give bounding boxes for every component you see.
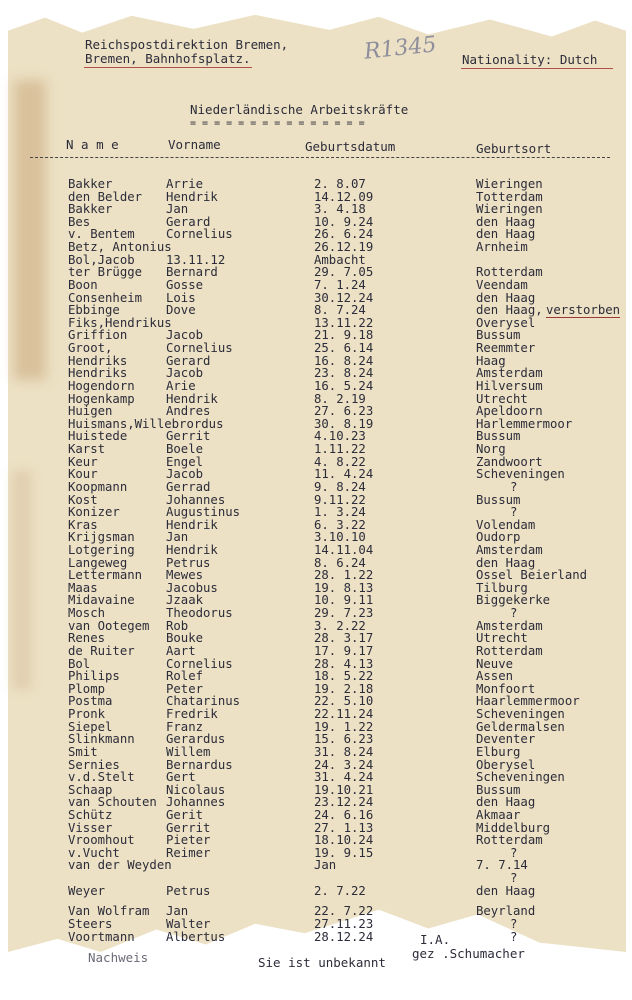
row-geburtsdatum: 30. 8.19 [314, 416, 374, 431]
footer-fragment-center: Sie ist unbekannt [258, 955, 386, 970]
row-geburtsdatum: 27. 6.23 [314, 404, 374, 419]
row-geburtsort: ? [510, 916, 518, 931]
row-geburtsdatum: 22. 7.22 [314, 904, 374, 919]
row-name: Karst [68, 442, 106, 457]
row-name: Schaap [68, 782, 113, 797]
row-geburtsdatum: 26.12.19 [314, 240, 374, 255]
row-geburtsort: Akmaar [476, 808, 521, 822]
row-geburtsdatum: 11. 4.24 [314, 467, 374, 482]
row-name: Lettermann [68, 568, 143, 583]
address-underline [84, 67, 252, 68]
row-vorname: Franz [166, 719, 204, 734]
row-geburtsdatum: 13.11.22 [314, 315, 374, 330]
row-geburtsort: Tilburg [476, 580, 528, 595]
document-title: Niederländische Arbeitskräfte [190, 102, 409, 117]
row-name: Ebbinge [68, 303, 120, 318]
row-geburtsort: Utrecht [476, 391, 528, 406]
row-geburtsort: Veendam [476, 277, 528, 292]
row-geburtsdatum: 22. 5.10 [314, 694, 374, 709]
row-name: Renes [68, 631, 106, 646]
row-vorname: Lois [166, 290, 196, 305]
row-vorname: Hendrik [166, 517, 218, 532]
row-vorname: Bernardus [166, 757, 233, 772]
row-name: Bol [68, 656, 91, 671]
row-vorname: Gosse [166, 277, 204, 292]
row-name: Visser [68, 820, 113, 835]
row-name: Bol,Jacob [68, 252, 135, 267]
row-geburtsort: ? [510, 845, 518, 860]
row-vorname: Jacob [166, 467, 204, 482]
row-vorname: Arrie [166, 177, 204, 191]
row-geburtsdatum: 28.12.24 [314, 929, 374, 944]
row-geburtsort: den Haag, [476, 303, 543, 318]
row-vorname: Hendrik [166, 542, 218, 557]
row-geburtsdatum: 19.10.21 [314, 782, 374, 797]
row-vorname: Arie [166, 378, 196, 393]
row-geburtsdatum: 3.10.10 [314, 530, 366, 545]
row-geburtsort: Oudorp [476, 530, 521, 545]
row-geburtsort: Wieringen [476, 202, 543, 217]
row-geburtsdatum: 8. 2.19 [314, 391, 366, 406]
row-geburtsdatum: 27.11.23 [314, 916, 374, 931]
row-vorname: Bouke [166, 631, 204, 646]
row-geburtsort: ? [510, 479, 518, 494]
footer-ia: I.A. [420, 932, 451, 947]
row-geburtsdatum: 16. 5.24 [314, 378, 374, 393]
row-name: v.Vucht [68, 845, 120, 860]
row-vorname: Hendrik [166, 391, 218, 406]
row-geburtsdatum: 22.11.24 [314, 707, 374, 722]
row-vorname: Gerard [166, 214, 211, 229]
row-name: Griffion [68, 328, 128, 343]
row-geburtsort-note: verstorben [546, 303, 621, 318]
row-geburtsdatum: 25. 6.14 [314, 341, 374, 356]
row-geburtsort: den Haag [476, 555, 536, 570]
row-geburtsort: den Haag [476, 290, 536, 305]
row-name: Postma [68, 694, 113, 709]
row-vorname: Aart [166, 643, 196, 658]
row-geburtsort: Utrecht [476, 631, 528, 646]
row-geburtsort: den Haag [476, 214, 536, 229]
row-vorname: Gert [166, 770, 196, 785]
office-line-2: Bremen, Bahnhofsplatz. [85, 51, 251, 66]
row-geburtsort: ? [510, 871, 518, 886]
row-geburtsort: den Haag [476, 883, 536, 898]
water-stain [14, 80, 46, 380]
row-geburtsdatum: 8. 7.24 [314, 303, 366, 318]
row-geburtsdatum: 4. 8.22 [314, 454, 366, 469]
column-header-name: N a m e [66, 137, 119, 152]
row-name: Langeweg [68, 555, 128, 570]
row-name: Schütz [68, 808, 113, 822]
row-vorname: 13.11.12 [166, 252, 226, 267]
row-geburtsort: Deventer [476, 732, 536, 747]
row-vorname: Gerard [166, 353, 211, 368]
row-geburtsdatum: 16. 8.24 [314, 353, 374, 368]
row-name: Van Wolfram [68, 904, 150, 919]
row-geburtsdatum: 6. 3.22 [314, 517, 366, 532]
row-vorname: Engel [166, 454, 204, 469]
row-geburtsort: Oberysel [476, 757, 536, 772]
row-vorname: Theodorus [166, 606, 233, 621]
row-vorname: Dove [166, 303, 196, 318]
row-name: Kour [68, 467, 98, 482]
row-geburtsort: Elburg [476, 744, 521, 759]
row-geburtsort: Hilversum [476, 378, 543, 393]
row-vorname: Peter [166, 681, 204, 696]
row-geburtsort: Zandwoort [476, 454, 543, 469]
row-geburtsdatum: 27. 1.13 [314, 820, 374, 835]
row-geburtsort: Bussum [476, 429, 521, 444]
row-name: Hogendorn [68, 378, 135, 393]
row-vorname: Gerit [166, 808, 204, 822]
row-geburtsdatum: 7. 1.24 [314, 277, 366, 292]
row-name: Siepel [68, 719, 113, 734]
row-vorname: Rob [166, 618, 189, 633]
row-vorname: Rolef [166, 669, 204, 684]
row-geburtsdatum: 21. 9.18 [314, 328, 374, 343]
row-geburtsdatum: 3. 4.18 [314, 202, 366, 217]
row-name: Bakker [68, 202, 113, 217]
nationality-label: Nationality: Dutch [462, 52, 598, 67]
row-geburtsdatum: 19. 8.13 [314, 580, 374, 595]
row-vorname: Chatarinus [166, 694, 241, 709]
row-geburtsort: Rotterdam [476, 643, 543, 658]
row-vorname: Nicolaus [166, 782, 226, 797]
row-geburtsdatum: Jan [314, 858, 337, 873]
row-geburtsdatum: 18.10.24 [314, 833, 374, 848]
row-geburtsort: Biggekerke [476, 593, 551, 608]
row-geburtsort: Neuve [476, 656, 514, 671]
row-geburtsdatum: 23.12.24 [314, 795, 374, 810]
row-name: Pronk [68, 707, 106, 722]
row-name: v. Bentem [68, 227, 135, 242]
row-geburtsdatum: 19. 2.18 [314, 681, 374, 696]
row-geburtsdatum: 30.12.24 [314, 290, 374, 305]
row-geburtsdatum: 24. 6.16 [314, 808, 374, 822]
row-name: Maas [68, 580, 98, 595]
row-name: Smit [68, 744, 98, 759]
row-geburtsort: Scheveningen [476, 707, 565, 722]
row-geburtsdatum: 10. 9.11 [314, 593, 374, 608]
row-vorname: Johannes [166, 795, 226, 810]
row-geburtsort: Volendam [476, 517, 536, 532]
row-geburtsdatum: 29. 7.05 [314, 265, 374, 280]
row-geburtsort: Overysel [476, 315, 536, 330]
row-geburtsdatum: 28. 1.22 [314, 568, 374, 583]
row-name: Mosch [68, 606, 106, 621]
row-geburtsdatum: 9. 8.24 [314, 479, 366, 494]
row-vorname: Gerrit [166, 429, 211, 444]
row-geburtsdatum: 8. 6.24 [314, 555, 366, 570]
row-name: Bes [68, 214, 91, 229]
footer-signature: gez .Schumacher [412, 946, 525, 961]
row-name: Philips [68, 669, 120, 684]
row-name: Sernies [68, 757, 120, 772]
row-geburtsdatum: 19. 1.22 [314, 719, 374, 734]
row-geburtsort: den Haag [476, 795, 536, 810]
row-name: Krijgsman [68, 530, 135, 545]
row-geburtsdatum: 18. 5.22 [314, 669, 374, 684]
row-geburtsort: Scheveningen [476, 467, 565, 482]
row-name: Kost [68, 492, 98, 507]
column-header-geburtsort: Geburtsort [476, 141, 552, 156]
row-vorname: Jacob [166, 366, 204, 381]
handwritten-reference: R1345 [362, 32, 438, 65]
row-name: v.d.Stelt [68, 770, 135, 785]
row-vorname: Gerrit [166, 820, 211, 835]
row-geburtsdatum: 3. 2.22 [314, 618, 366, 633]
row-vorname: Jan [166, 530, 189, 545]
row-geburtsort: Harlemmermoor [476, 416, 573, 431]
row-vorname: Jzaak [166, 593, 204, 608]
row-geburtsort: ? [510, 606, 518, 621]
row-geburtsort: den Haag [476, 227, 536, 242]
row-vorname: Walter [166, 916, 211, 931]
row-geburtsdatum: 14.12.09 [314, 189, 374, 204]
row-vorname: Mewes [166, 568, 204, 583]
row-name: van Ootegem [68, 618, 150, 633]
row-name: van Schouten [68, 795, 157, 810]
row-vorname: Willem [166, 744, 211, 759]
row-name: Huigen [68, 404, 113, 419]
row-geburtsort: Beyrland [476, 904, 536, 919]
row-geburtsort: Geldermalsen [476, 719, 565, 734]
row-geburtsdatum: 9.11.22 [314, 492, 366, 507]
row-geburtsdatum: 1.11.22 [314, 442, 366, 457]
column-header-geburtsdatum: Geburtsdatum [305, 139, 396, 154]
row-name: Fiks,Hendrikus [68, 315, 172, 330]
row-name: Boon [68, 277, 98, 292]
row-name: van der Weyden [68, 858, 172, 873]
row-geburtsdatum: 24. 3.24 [314, 757, 374, 772]
row-vorname: Cornelius [166, 227, 233, 242]
row-name: Slinkmann [68, 732, 135, 747]
row-name: Kras [68, 517, 98, 532]
row-geburtsort: Bussum [476, 782, 521, 797]
row-geburtsdatum: 2. 7.22 [314, 883, 366, 898]
row-vorname: Petrus [166, 883, 211, 898]
row-geburtsort: ? [510, 505, 518, 520]
footer-fragment-left: Nachweis [88, 950, 149, 965]
row-geburtsort: Amsterdam [476, 618, 543, 633]
row-name: Weyer [68, 883, 106, 898]
row-vorname: Fredrik [166, 707, 218, 722]
row-vorname: Reimer [166, 845, 211, 860]
row-name: Voortmann [68, 929, 135, 944]
row-geburtsdatum: 1. 3.24 [314, 505, 366, 520]
row-geburtsort: Totterdam [476, 189, 543, 204]
row-name: Bakker [68, 177, 113, 191]
row-geburtsort: Haarlemmermoor [476, 694, 580, 709]
row-vorname: Hendrik [166, 189, 218, 204]
row-vorname: Albertus [166, 929, 226, 944]
row-vorname: Petrus [166, 555, 211, 570]
row-name: Koopmann [68, 479, 128, 494]
row-name: Steers [68, 916, 113, 931]
row-geburtsort: Monfoort [476, 681, 536, 696]
column-header-vorname: Vorname [168, 137, 221, 152]
row-vorname: Jacobus [166, 580, 218, 595]
row-name: den Belder [68, 189, 143, 204]
row-geburtsort: Amsterdam [476, 366, 543, 381]
row-geburtsort: Arnheim [476, 240, 528, 255]
row-geburtsort: Middelburg [476, 820, 551, 835]
water-stain [12, 470, 32, 690]
row-geburtsdatum: 14.11.04 [314, 542, 374, 557]
row-geburtsort: Scheveningen [476, 770, 565, 785]
row-geburtsort: Bussum [476, 328, 521, 343]
row-name: Consenheim [68, 290, 143, 305]
nationality-underline [461, 68, 613, 69]
row-geburtsdatum: 29. 7.23 [314, 606, 374, 621]
row-geburtsort: Rotterdam [476, 833, 543, 848]
row-name: de Ruiter [68, 643, 135, 658]
row-vorname: Gerrad [166, 479, 211, 494]
row-name: Huismans,Willebrordus [68, 416, 224, 431]
row-name: Konizer [68, 505, 120, 520]
row-vorname: Johannes [166, 492, 226, 507]
row-geburtsort: Reemmter [476, 341, 536, 356]
row-vorname: Jan [166, 904, 189, 919]
row-geburtsdatum: 28. 3.17 [314, 631, 374, 646]
row-vorname: Cornelius [166, 341, 233, 356]
row-geburtsort: Bussum [476, 492, 521, 507]
row-geburtsdatum: 17. 9.17 [314, 643, 374, 658]
row-name: Plomp [68, 681, 106, 696]
row-vorname: Gerardus [166, 732, 226, 747]
row-name: Vroomhout [68, 833, 135, 848]
row-name: Hendriks [68, 353, 128, 368]
row-vorname: Andres [166, 404, 211, 419]
row-vorname: Cornelius [166, 656, 233, 671]
row-geburtsort: Haag [476, 353, 506, 368]
row-geburtsdatum: 28. 4.13 [314, 656, 374, 671]
row-geburtsdatum: 10. 9.24 [314, 214, 374, 229]
row-geburtsort: Wieringen [476, 177, 543, 191]
row-geburtsdatum: 4.10.23 [314, 429, 366, 444]
row-name: Groot, [68, 341, 113, 356]
row-vorname: Boele [166, 442, 204, 457]
row-geburtsdatum: 2. 8.07 [314, 177, 366, 191]
row-vorname: Bernard [166, 265, 218, 280]
row-name: Midavaine [68, 593, 135, 608]
row-vorname: Augustinus [166, 505, 241, 520]
row-name: Betz, Antonius [68, 240, 172, 255]
row-geburtsdatum: 15. 6.23 [314, 732, 374, 747]
row-name: Huistede [68, 429, 128, 444]
row-name: Lotgering [68, 542, 135, 557]
row-vorname: Pieter [166, 833, 211, 848]
row-name: Keur [68, 454, 98, 469]
row-geburtsdatum: 23. 8.24 [314, 366, 374, 381]
row-geburtsort: Rotterdam [476, 265, 543, 280]
row-geburtsdatum: Ambacht [314, 252, 366, 267]
row-name: ter Brügge [68, 265, 143, 280]
header-separator [30, 157, 610, 158]
row-name: Hendriks [68, 366, 128, 381]
title-underline: = = = = = = = = = = = = = = = [190, 118, 365, 129]
office-line-1: Reichspostdirektion Bremen, [85, 37, 289, 52]
row-vorname: Jacob [166, 328, 204, 343]
row-name: Hogenkamp [68, 391, 135, 406]
row-geburtsort: Apeldoorn [476, 404, 543, 419]
row-geburtsort: Norg [476, 442, 506, 457]
row-geburtsort: Ossel Beierland [476, 568, 588, 583]
row-geburtsort: 7. 7.14 [476, 858, 528, 873]
row-geburtsort: Amsterdam [476, 542, 543, 557]
row-geburtsort: ? [510, 929, 518, 944]
row-geburtsdatum: 31. 4.24 [314, 770, 374, 785]
row-geburtsdatum: 31. 8.24 [314, 744, 374, 759]
row-geburtsdatum: 26. 6.24 [314, 227, 374, 242]
row-geburtsdatum: 19. 9.15 [314, 845, 374, 860]
row-geburtsort: Assen [476, 669, 514, 684]
row-vorname: Jan [166, 202, 189, 217]
